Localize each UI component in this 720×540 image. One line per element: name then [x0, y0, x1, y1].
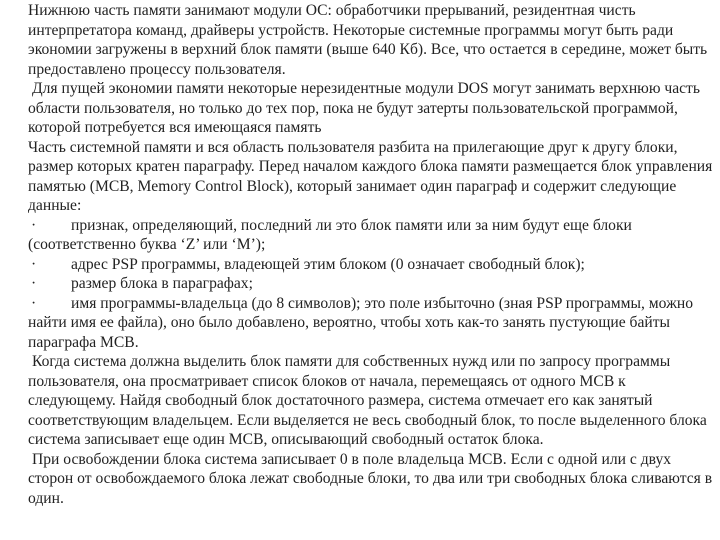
bullet-mark: ·: [31, 255, 37, 273]
bullet-mark: ·: [31, 294, 37, 312]
bullet-mark: ·: [31, 216, 37, 234]
paragraph-mcb-intro: Часть системной памяти и вся область пользователя разбита на прилегающие друг к другу блоки, размер которых кратен параграфу. Перед началом каждого блока памяти размещается блок управления памятью (MCB, Memory Control Block), который занимает один параграф и содержит следующие данные:: [28, 138, 713, 214]
mcb-fields-list: [28, 216, 714, 353]
list-item-text: имя программы-владельца (до 8 символов); это поле избыточно (зная PSP программы, можно найти имя ее файла), оно было добавлено, вероятно, чтобы хоть как-то занять пустующие байты параграфа MCB.: [28, 294, 693, 351]
list-item-text: признак, определяющий, последний ли это блок памяти или за ним будут еще блоки (соответственно буква ‘Z’ или ‘M’);: [28, 216, 632, 253]
bullet-mark: ·: [31, 275, 37, 292]
list-item: [28, 274, 714, 294]
paragraph-freeing: При освобождении блока система записывает 0 в поле владельца MCB. Если с одной или с двух сторон от освобождаемого блока лежат свободные блоки, то два или три свободных блока сливаются в один.: [28, 450, 713, 507]
paragraph-memory-layout: Нижнюю часть памяти занимают модули ОС: обработчики прерываний, резидентная чисть интерпретатора команд, драйверы устройств. Некоторые системные программы могут быть ради экономии загружены в верхний блок памяти (выше 640 Кб). Все, что остается в середине, может быть предоставлено процессу пользователя.: [28, 2, 708, 78]
list-item-text: адрес PSP программы, владеющей этим блоком (0 означает свободный блок);: [71, 255, 585, 273]
paragraph-dos-modules: Для пущей экономии памяти некоторые нерезидентные модули DOS могут занимать верхнюю часть области пользователя, но только до тех пор, пока не будут затерты пользовательской программой, которой потребуется вся имеющаяся память: [28, 80, 700, 136]
list-item: [28, 255, 714, 275]
list-item-text: размер блока в параграфах;: [71, 275, 253, 292]
list-item: [28, 294, 714, 353]
paragraph-allocation: Когда система должна выделить блок памяти для собственных нужд или по запросу программы пользователя, она просматривает список блоков от начала, перемещаясь от одного MCB к следующему. Найдя свободный блок достаточного размера, система отмечает его как занятый соответствующим владельцем. Если выделяется не весь свободный блок, то после выделенного блока система записывает еще один MCB, описывающий свободный остаток блока.: [28, 353, 707, 448]
list-item: [28, 216, 714, 255]
